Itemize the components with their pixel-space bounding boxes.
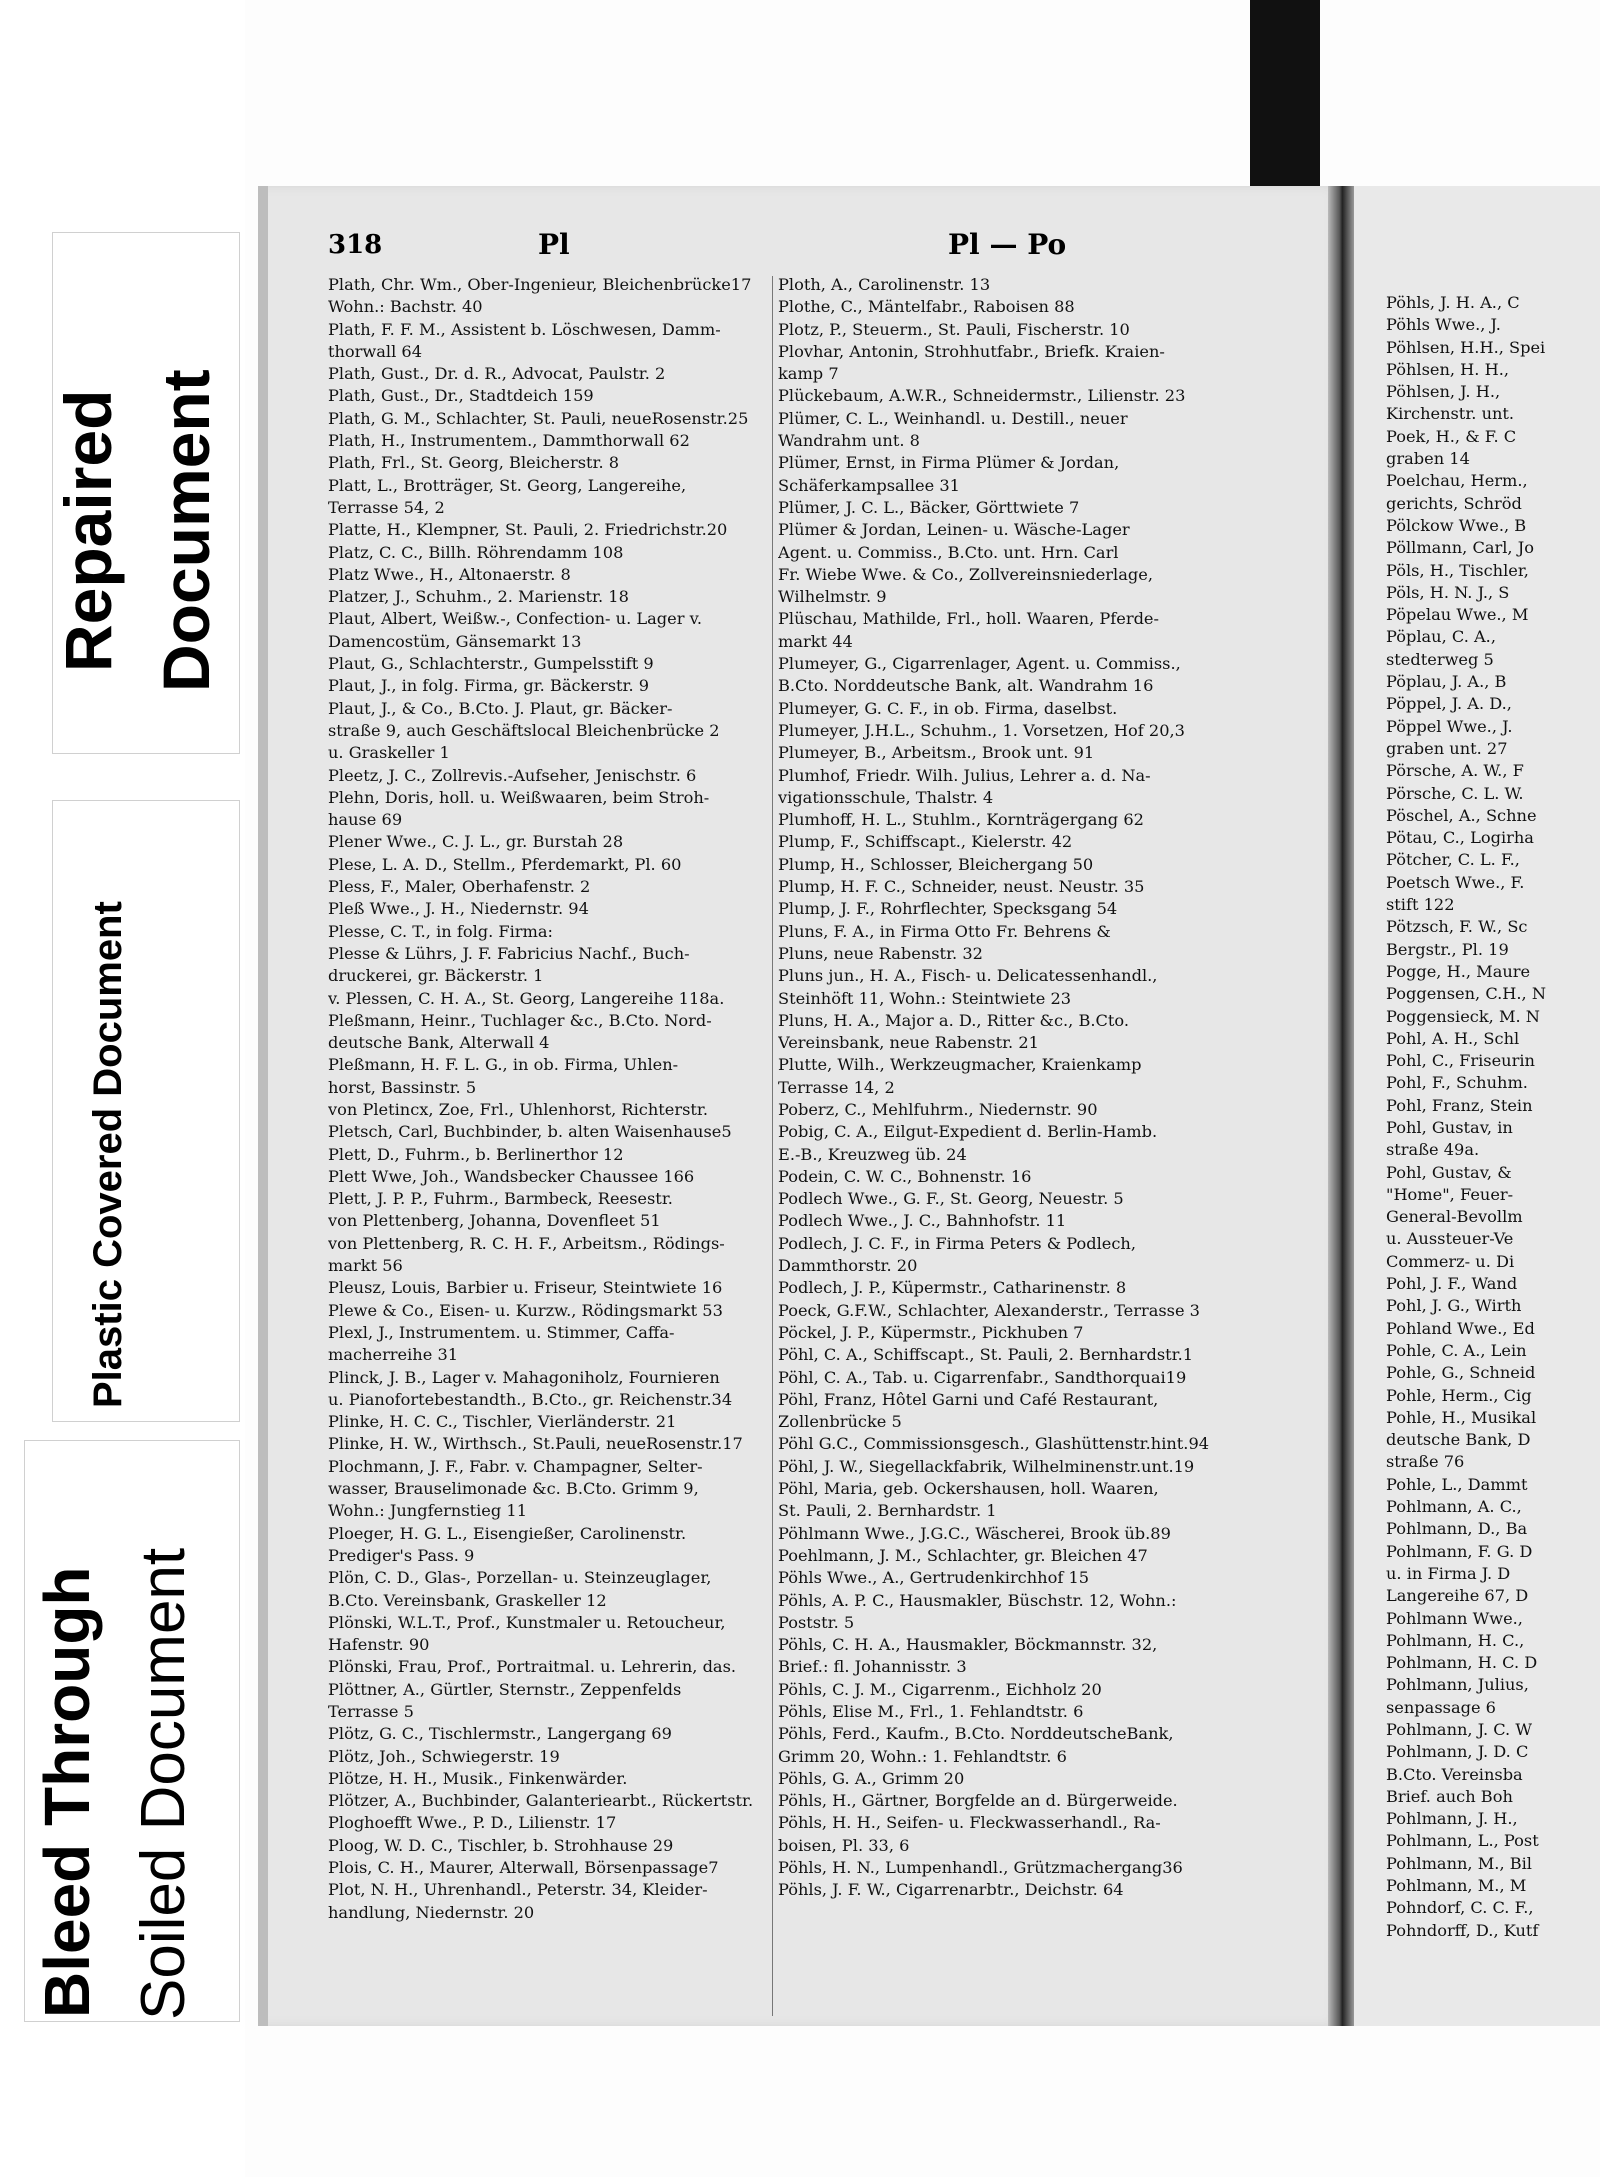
directory-entry: Plener Wwe., C. J. L., gr. Burstah 28 [328,832,624,852]
directory-entry: Plinck, J. B., Lager v. Mahagoniholz, Fournieren [328,1367,720,1387]
directory-entry: Pöckel, J. P., Küpermstr., Pickhuben 7 [778,1322,1084,1342]
directory-entry: Pöhls, A. P. C., Hausmakler, Büschstr. 12, Wohn.: [778,1590,1177,1610]
directory-entry: Plöttner, A., Gürtler, Sternstr., Zeppenfelds [328,1679,682,1699]
directory-entry: Pleusz, Louis, Barbier u. Friseur, Steintwiete 16 [328,1278,723,1298]
directory-entry: Pöhls, J. F. W., Cigarrenarbtr., Deichstr. 64 [778,1880,1124,1900]
directory-entry: hause 69 [328,810,403,830]
label-strip [0,0,245,2177]
directory-entry: Hafenstr. 90 [328,1635,430,1655]
directory-entry: Poggensen, C.H., N [1386,984,1546,1004]
directory-entry: Platz Wwe., H., Altonaerstr. 8 [328,564,571,584]
directory-entry: graben 14 [1386,449,1470,469]
directory-column-right [778,274,1278,1902]
directory-entry: straße 9, auch Geschäftslocal Bleichenbrücke 2 [328,720,720,740]
directory-entry: Grimm 20, Wohn.: 1. Fehlandtstr. 6 [778,1746,1067,1766]
repaired-label-line2: Document [149,369,223,692]
directory-entry: Terrasse 5 [328,1702,414,1721]
directory-entry: E.-B., Kreuzweg üb. 24 [778,1144,967,1164]
directory-entry: Pöhls, J. H. A., C [1386,293,1520,312]
directory-entry: Dammthorstr. 20 [778,1256,918,1276]
directory-entry: Plesse & Lührs, J. F. Fabricius Nachf., Buch- [328,943,690,963]
directory-entry: Pohle, G., Schneid [1386,1363,1536,1383]
directory-entry: Pöhl, C. A., Schiffscapt., St. Pauli, 2. Bernhardstr.1 [778,1345,1194,1365]
directory-entry: Pöppel, J. A. D., [1386,694,1512,714]
directory-entry: Pöhls, H. N., Lumpenhandl., Grützmachergang36 [778,1858,1183,1878]
directory-entry: Plovhar, Antonin, Strohhutfabr., Briefk. Kraien- [778,341,1165,361]
directory-entry: Plönski, Frau, Prof., Portraitmal. u. Lehrerin, das. [328,1657,737,1677]
book-gutter [1328,186,1354,2026]
directory-entry: Wandrahm unt. 8 [778,431,920,451]
directory-entry: Zollenbrücke 5 [778,1412,902,1432]
directory-entry: St. Pauli, 2. Bernhardstr. 1 [778,1501,997,1521]
directory-entry: Podlech, J. C. F., in Firma Peters & Podlech, [778,1233,1137,1253]
directory-entry: Pohlmann, M., M [1386,1876,1527,1896]
directory-entry: vigationsschule, Thalstr. 4 [778,787,994,807]
directory-entry: Pötau, C., Logirha [1386,828,1534,848]
header-right-keyword: Pl — Po [948,228,1067,261]
directory-entry: Plochmann, J. F., Fabr. v. Champagner, Selter- [328,1456,703,1476]
directory-column-left [328,274,828,1924]
directory-entry: von Plettenberg, R. C. H. F., Arbeitsm., Rödings- [328,1233,725,1253]
directory-entry: Plumeyer, B., Arbeitsm., Brook unt. 91 [778,743,1095,763]
directory-entry: Pohlmann Wwe., [1386,1608,1523,1628]
directory-entry: Plaut, Albert, Weißw.-, Confection- u. Lager v. [328,609,702,629]
repaired-label-line1: Repaired [51,389,125,672]
directory-entry: Pohlmann, J. D. C [1386,1742,1529,1762]
directory-entry: Plaut, J., & Co., B.Cto. J. Plaut, gr. Bäcker- [328,698,673,718]
directory-entry: Agent. u. Commiss., B.Cto. unt. Hrn. Carl [778,542,1119,562]
directory-entry: Pöhl, Maria, geb. Ockershausen, holl. Waaren, [778,1479,1159,1499]
directory-entry: Pohndorf, C. C. F., [1386,1898,1534,1918]
directory-entry: Pöhlsen, H.H., Spei [1386,337,1546,357]
directory-entry: Pohlmann, J. H., [1386,1809,1518,1829]
directory-entry: Plehn, Doris, holl. u. Weißwaaren, beim Stroh- [328,787,710,807]
directory-entry: u. in Firma J. D [1386,1563,1511,1583]
directory-entry: Pohlmann, J. C. W [1386,1720,1532,1739]
directory-entry: u. Pianofortebestandth., B.Cto., gr. Reichenstr.34 [328,1389,733,1409]
directory-entry: Pöhls, Elise M., Frl., 1. Fehlandtstr. 6 [778,1702,1084,1721]
directory-entry: Pogge, H., Maure [1386,961,1531,981]
directory-entry: Pohndorff, D., Kutf [1386,1920,1539,1940]
directory-entry: Pluns, F. A., in Firma Otto Fr. Behrens & [778,921,1111,941]
directory-entry: Steinhöft 11, Wohn.: Steintwiete 23 [778,988,1072,1008]
directory-entry: Plotz, P., Steuerm., St. Pauli, Fischerstr. 10 [778,319,1130,339]
directory-entry: Wohn.: Jungfernstieg 11 [328,1501,527,1521]
directory-entry: Pohl, J. F., Wand [1386,1274,1518,1294]
directory-entry: Pötzsch, F. W., Sc [1386,917,1528,937]
directory-entry: Wohn.: Bachstr. 40 [328,297,483,317]
directory-entry: Plothe, C., Mäntelfabr., Raboisen 88 [778,297,1075,317]
directory-entry: Pless, F., Maler, Oberhafenstr. 2 [328,877,591,897]
directory-entry: Pohl, C., Friseurin [1386,1051,1535,1071]
directory-entry: Poetsch Wwe., F. [1386,872,1525,892]
directory-entry: Pohlmann, M., Bil [1386,1853,1532,1873]
directory-entry: markt 44 [778,631,853,651]
directory-entry: Plüschau, Mathilde, Frl., holl. Waaren, Pferde- [778,609,1159,629]
directory-entry: Plaut, J., in folg. Firma, gr. Bäckerstr. 9 [328,676,650,696]
directory-entry: senpassage 6 [1386,1697,1496,1717]
directory-entry: Plot, N. H., Uhrenhandl., Peterstr. 34, Kleider- [328,1880,708,1900]
directory-entry: Pohlmann, F. G. D [1386,1541,1533,1561]
directory-entry: Pohl, Gustav, in [1386,1117,1513,1137]
book-scan [258,186,1600,2026]
directory-entry: horst, Bassinstr. 5 [328,1077,477,1097]
directory-entry: straße 49a. [1386,1140,1480,1160]
directory-entry: Pörsche, C. L. W. [1386,783,1524,803]
directory-entry: Pöhls, C. J. M., Cigarrenm., Eichholz 20 [778,1679,1102,1699]
directory-entry: Pöpelau Wwe., M [1386,605,1529,625]
directory-entry: u. Graskeller 1 [328,743,450,763]
directory-entry: Kirchenstr. unt. [1386,404,1515,424]
directory-entry: Plese, L. A. D., Stellm., Pferdemarkt, Pl. 60 [328,854,682,874]
directory-entry: Pöllmann, Carl, Jo [1386,538,1534,558]
directory-entry: macherreihe 31 [328,1345,459,1365]
directory-entry: Pleetz, J. C., Zollrevis.-Aufseher, Jenischstr. 6 [328,765,697,785]
directory-entry: Poggensieck, M. N [1386,1006,1540,1026]
directory-entry: deutsche Bank, Alterwall 4 [328,1033,550,1053]
plastic-label-box [52,800,240,1422]
directory-entry: u. Aussteuer-Ve [1386,1229,1514,1249]
directory-entry: Plumeyer, J.H.L., Schuhm., 1. Vorsetzen, Hof 20,3 [778,720,1185,740]
directory-entry: graben unt. 27 [1386,738,1508,758]
directory-entry: Pohlmann, H. C. D [1386,1653,1538,1673]
bleed-through-label: Bleed Through [31,1566,103,2018]
directory-entry: Pöplau, C. A., [1386,627,1496,647]
directory-entry: Plönski, W.L.T., Prof., Kunstmaler u. Retoucheur, [328,1612,726,1632]
directory-entry: Pobig, C. A., Eilgut-Expedient d. Berlin-Hamb. [778,1122,1158,1142]
directory-entry: Pöhlmann Wwe., J.G.C., Wäscherei, Brook üb.89 [778,1523,1171,1543]
directory-entry: Pluns, neue Rabenstr. 32 [778,943,983,963]
directory-entry: B.Cto. Vereinsbank, Graskeller 12 [328,1590,607,1610]
directory-entry: Pöhls, G. A., Grimm 20 [778,1768,965,1788]
directory-entry: Prediger's Pass. 9 [328,1545,475,1565]
directory-entry: Plath, G. M., Schlachter, St. Pauli, neueRosenstr.25 [328,408,749,428]
directory-entry: Platzer, J., Schuhm., 2. Marienstr. 18 [328,587,629,607]
directory-entry: Plewe & Co., Eisen- u. Kurzw., Rödingsmarkt 53 [328,1300,723,1320]
directory-entry: Platte, H., Klempner, St. Pauli, 2. Friedrichstr.20 [328,520,728,540]
directory-entry: Pöhl, Franz, Hôtel Garni und Café Restaurant, [778,1389,1159,1409]
directory-entry: Plump, J. F., Rohrflechter, Specksgang 54 [778,899,1118,919]
directory-entry: Plump, H. F. C., Schneider, neust. Neustr. 35 [778,877,1145,897]
directory-entry: Plötz, Joh., Schwiegerstr. 19 [328,1746,560,1766]
directory-entry: handlung, Niedernstr. 20 [328,1902,535,1922]
directory-entry: Pöhls, C. H. A., Hausmakler, Böckmannstr. 32, [778,1635,1158,1655]
directory-entry: kamp 7 [778,364,839,384]
directory-entry: Pohlmann, A. C., [1386,1497,1522,1517]
directory-entry: Plückebaum, A.W.R., Schneidermstr., Lilienstr. 23 [778,386,1186,406]
directory-entry: Pluns, H. A., Major a. D., Ritter &c., B.Cto. [778,1010,1129,1030]
directory-entry: Plumeyer, G., Cigarrenlager, Agent. u. Commiss., [778,654,1181,674]
directory-entry: Brief. auch Boh [1386,1786,1513,1806]
directory-entry: Plötze, H. H., Musik., Finkenwärder. [328,1768,628,1788]
directory-entry: Pohle, H., Musikal [1386,1407,1537,1427]
directory-entry: Podlech Wwe., G. F., St. Georg, Neuestr. 5 [778,1189,1124,1209]
right-page-partial [1354,186,1600,2026]
directory-entry: Plümer, Ernst, in Firma Plümer & Jordan, [778,453,1120,473]
directory-entry: Pohl, J. G., Wirth [1386,1296,1522,1316]
header-left-keyword: Pl [538,228,570,261]
directory-entry: Pötcher, C. L. F., [1386,850,1520,870]
directory-entry: Plath, F. F. M., Assistent b. Löschwesen, Damm- [328,319,721,339]
directory-entry: Pöhls Wwe., A., Gertrudenkirchhof 15 [778,1568,1090,1588]
page-number: 318 [328,230,383,260]
directory-entry: Pöhls, H. H., Seifen- u. Fleckwasserhandl., Ra- [778,1813,1161,1833]
directory-entry: Pöls, H., Tischler, [1386,560,1529,580]
directory-entry: Podlech, J. P., Küpermstr., Catharinenstr. 8 [778,1278,1127,1298]
directory-entry: Pöhl, C. A., Tab. u. Cigarrenfabr., Sandthorquai19 [778,1367,1187,1387]
directory-entry: Plön, C. D., Glas-, Porzellan- u. Steinzeuglager, [328,1568,712,1588]
directory-entry: Pleßmann, Heinr., Tuchlager &c., B.Cto. Nord- [328,1010,712,1030]
column-divider [772,276,773,2016]
directory-entry: Pörsche, A. W., F [1386,761,1524,781]
directory-entry: Plaut, G., Schlachterstr., Gumpelsstift 9 [328,654,654,674]
directory-entry: Plumeyer, G. C. F., in ob. Firma, daselbst. [778,698,1118,718]
directory-entry: Pohl, Gustav, & [1386,1162,1512,1182]
directory-entry: Pohl, A. H., Schl [1386,1028,1520,1048]
directory-column-partial [1386,292,1598,1942]
directory-entry: Pletsch, Carl, Buchbinder, b. alten Waisenhause5 [328,1122,732,1142]
directory-entry: Plumhof, Friedr. Wilh. Julius, Lehrer a. d. Na- [778,765,1151,785]
directory-entry: Pöplau, J. A., B [1386,672,1507,692]
directory-entry: Pohlmann, L., Post [1386,1831,1539,1851]
directory-entry: Poelchau, Herm., [1386,471,1528,491]
directory-entry: Schäferkampsallee 31 [778,475,960,495]
directory-entry: Plath, Gust., Dr., Stadtdeich 159 [328,386,594,406]
directory-entry: Podein, C. W. C., Bohnenstr. 16 [778,1166,1032,1186]
directory-entry: Plett, D., Fuhrm., b. Berlinerthor 12 [328,1144,624,1164]
directory-entry: Plath, Gust., Dr. d. R., Advocat, Paulstr. 2 [328,364,666,384]
directory-entry: Plümer & Jordan, Leinen- u. Wäsche-Lager [778,520,1130,540]
directory-entry: wasser, Brauselimonade &c. B.Cto. Grimm 9, [328,1479,699,1499]
directory-entry: Damencostüm, Gänsemarkt 13 [328,631,582,651]
directory-entry: Plump, F., Schiffscapt., Kielerstr. 42 [778,832,1073,852]
directory-entry: Pöhl, J. W., Siegellackfabrik, Wilhelminenstr.unt.19 [778,1456,1195,1476]
directory-entry: Plötz, G. C., Tischlermstr., Langergang 69 [328,1724,672,1744]
directory-entry: Plois, C. H., Maurer, Alterwall, Börsenpassage7 [328,1858,719,1878]
directory-entry: Commerz- u. Di [1386,1251,1515,1271]
directory-entry: Ploeger, H. G. L., Eisengießer, Carolinenstr. [328,1523,687,1543]
directory-entry: Plett, J. P. P., Fuhrm., Barmbeck, Reesestr. [328,1189,673,1209]
directory-entry: Plath, Chr. Wm., Ober-Ingenieur, Bleichenbrücke17 [328,275,752,294]
directory-entry: Poeck, G.F.W., Schlachter, Alexanderstr., Terrasse 3 [778,1300,1200,1320]
directory-entry: Plexl, J., Instrumentem. u. Stimmer, Caffa- [328,1322,675,1342]
directory-entry: Pohl, Franz, Stein [1386,1095,1533,1115]
directory-entry: Pöppel Wwe., J. [1386,716,1513,736]
directory-entry: Poehlmann, J. M., Schlachter, gr. Bleichen 47 [778,1545,1148,1565]
directory-entry: Pöschel, A., Schne [1386,805,1537,825]
directory-entry: boisen, Pl. 33, 6 [778,1835,910,1855]
directory-entry: druckerei, gr. Bäckerstr. 1 [328,966,544,986]
directory-entry: deutsche Bank, D [1386,1430,1531,1450]
directory-entry: Pohle, C. A., Lein [1386,1340,1527,1360]
plastic-label: Plastic Covered Document [86,901,130,1408]
directory-entry: Pohle, Herm., Cig [1386,1385,1532,1405]
left-page [258,186,1348,2026]
directory-entry: Terrasse 14, 2 [778,1077,895,1097]
directory-entry: B.Cto. Vereinsba [1386,1764,1523,1784]
directory-entry: Plötzer, A., Buchbinder, Galanteriearbt., Rückertstr. [328,1791,754,1811]
film-edge-bar [1250,0,1320,190]
directory-entry: Pohle, L., Dammt [1386,1474,1528,1494]
directory-entry: Pöhlsen, J. H., [1386,382,1501,402]
directory-entry: markt 56 [328,1256,403,1276]
directory-entry: Fr. Wiebe Wwe. & Co., Zollvereinsniederlage, [778,564,1153,584]
directory-entry: Pöls, H. N. J., S [1386,582,1510,602]
directory-entry: Plath, H., Instrumentem., Dammthorwall 62 [328,431,690,451]
directory-entry: Pluns jun., H. A., Fisch- u. Delicatessenhandl., [778,966,1158,986]
directory-entry: "Home", Feuer- [1386,1184,1514,1204]
directory-entry: B.Cto. Norddeutsche Bank, alt. Wandrahm 16 [778,676,1154,696]
directory-entry: Pohlmann, Julius, [1386,1675,1529,1695]
directory-entry: Plutte, Wilh., Werkzeugmacher, Kraienkamp [778,1055,1142,1075]
directory-entry: Terrasse 54, 2 [328,497,445,517]
directory-entry: Ploghoefft Wwe., P. D., Lilienstr. 17 [328,1813,617,1833]
directory-entry: Bergstr., Pl. 19 [1386,939,1509,959]
directory-entry: Pleßmann, H. F. L. G., in ob. Firma, Uhlen- [328,1055,679,1075]
directory-entry: Pöhlsen, H. H., [1386,359,1510,379]
directory-entry: Plinke, H. W., Wirthsch., St.Pauli, neueRosenstr.17 [328,1434,743,1454]
directory-entry: Platz, C. C., Billh. Röhrendamm 108 [328,542,624,562]
directory-entry: Poberz, C., Mehlfuhrm., Niedernstr. 90 [778,1099,1098,1119]
directory-entry: Brief.: fl. Johannisstr. 3 [778,1657,967,1677]
directory-entry: stedterweg 5 [1386,649,1494,669]
directory-entry: Pöhls, Ferd., Kaufm., B.Cto. NorddeutscheBank, [778,1724,1174,1744]
directory-entry: Pohland Wwe., Ed [1386,1318,1535,1338]
directory-entry: Pölckow Wwe., B [1386,515,1527,535]
directory-entry: von Plettenberg, Johanna, Dovenfleet 51 [328,1211,661,1231]
directory-entry: Pohl, F., Schuhm. [1386,1073,1528,1093]
directory-entry: Plümer, C. L., Weinhandl. u. Destill., neuer [778,408,1128,428]
directory-entry: Plett Wwe, Joh., Wandsbecker Chaussee 166 [328,1166,695,1186]
directory-entry: Plesse, C. T., in folg. Firma: [328,921,554,941]
directory-entry: Vereinsbank, neue Rabenstr. 21 [778,1033,1039,1053]
directory-entry: Pöhl G.C., Commissionsgesch., Glashüttenstr.hint.94 [778,1434,1210,1454]
directory-entry: thorwall 64 [328,341,423,361]
directory-entry: stift 122 [1386,895,1455,915]
directory-entry: Pöhls Wwe., J. [1386,315,1501,335]
directory-entry: von Pletincx, Zoe, Frl., Uhlenhorst, Richterstr. [328,1099,709,1119]
directory-entry: Podlech Wwe., J. C., Bahnhofstr. 11 [778,1211,1067,1231]
directory-entry: Plinke, H. C. C., Tischler, Vierländerstr. 21 [328,1412,677,1432]
directory-entry: Pohlmann, H. C., [1386,1630,1525,1650]
directory-entry: Ploog, W. D. C., Tischler, b. Strohhause 29 [328,1835,674,1855]
directory-entry: Poststr. 5 [778,1612,855,1632]
directory-entry: gerichts, Schröd [1386,493,1522,513]
directory-entry: straße 76 [1386,1452,1465,1472]
directory-entry: Plump, H., Schlosser, Bleichergang 50 [778,854,1094,874]
directory-entry: Plumhoff, H. L., Stuhlm., Kornträgergang 62 [778,810,1144,830]
directory-entry: General-Bevollm [1386,1207,1523,1227]
directory-entry: Wilhelmstr. 9 [778,587,887,607]
directory-entry: Pleß Wwe., J. H., Niedernstr. 94 [328,899,589,919]
directory-entry: Langereihe 67, D [1386,1586,1529,1606]
directory-entry: Plath, Frl., St. Georg, Bleicherstr. 8 [328,453,620,473]
directory-entry: v. Plessen, C. H. A., St. Georg, Langereihe 118a. [328,988,725,1008]
directory-entry: Poek, H., & F. C [1386,426,1517,446]
directory-entry: Ploth, A., Carolinenstr. 13 [778,275,991,294]
directory-entry: Pohlmann, D., Ba [1386,1519,1528,1539]
directory-entry: Pöhls, H., Gärtner, Borgfelde an d. Bürgerweide. [778,1791,1178,1811]
directory-entry: Platt, L., Brotträger, St. Georg, Langereihe, [328,475,687,495]
directory-entry: Plümer, J. C. L., Bäcker, Görttwiete 7 [778,497,1080,517]
soiled-document-label: Soiled Document [129,1547,198,2020]
